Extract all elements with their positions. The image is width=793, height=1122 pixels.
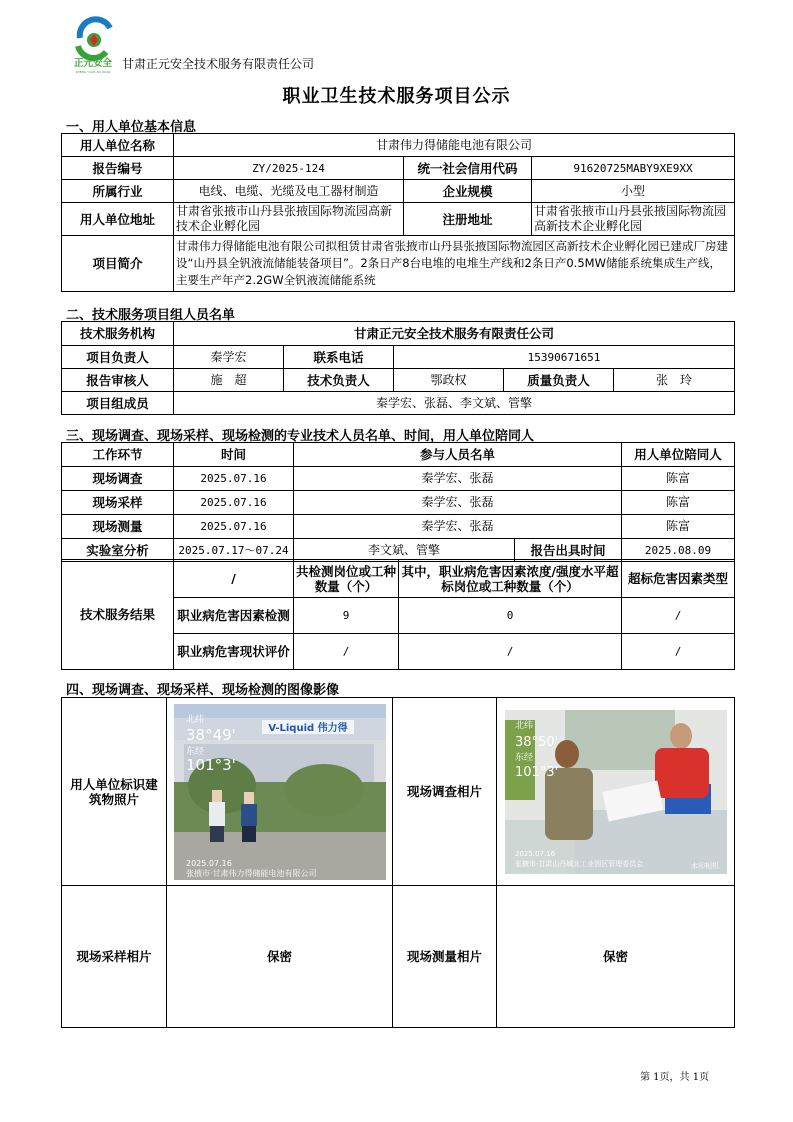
org-name: 甘肃正元安全技术服务有限责任公司 (174, 322, 735, 346)
reg-address: 甘肃省张掖市山丹县张掖国际物流园高新技术企业孵化园 (532, 203, 735, 236)
table-row (62, 467, 735, 491)
industry-label: 所属行业 (62, 180, 174, 203)
photo1-lon-label: 东经 (185, 746, 204, 757)
escort-cell: 陈富 (622, 467, 735, 491)
res-col1: 共检测岗位或工种数量（个） (294, 560, 399, 598)
quality-label: 质量负责人 (504, 369, 614, 392)
sampling-confidential: 保密 (167, 886, 393, 1028)
scale-label: 企业规模 (404, 180, 532, 203)
res-row1-exceed: 0 (399, 598, 622, 634)
photo1-date: 2025.07.16 (185, 858, 232, 868)
slash-cell: / (174, 560, 294, 598)
section2-heading: 二、技术服务项目组人员名单 (66, 308, 236, 323)
section1-heading: 一、用人单位基本信息 (66, 120, 197, 135)
company-logo (66, 12, 120, 74)
escort-cell: 陈富 (622, 515, 735, 539)
photo2-place: 张掖市·甘肃山丹城北工业园区管理委员会 (514, 859, 643, 868)
stage-cell: 现场调查 (62, 467, 174, 491)
stage-cell: 现场测量 (62, 515, 174, 539)
org-label: 技术服务机构 (62, 322, 174, 346)
result-label: 技术服务结果 (62, 560, 174, 670)
credit-code-label: 统一社会信用代码 (404, 157, 532, 180)
company-name-header: 甘肃正元安全技术服务有限责任公司 (122, 57, 315, 71)
time-cell: 2025.07.16 (174, 467, 294, 491)
res-col3: 超标危害因素类型 (622, 560, 735, 598)
people-cell: 秦学宏、张磊 (294, 467, 622, 491)
res-row1-type: / (622, 598, 735, 634)
tech-label: 技术负责人 (284, 369, 394, 392)
svg-text:ZHENG YUAN AN QUAN: ZHENG YUAN AN QUAN (75, 70, 111, 74)
table-row (62, 515, 735, 539)
res-row2-type: / (622, 634, 735, 670)
leader: 秦学宏 (174, 346, 284, 369)
report-no-label: 报告编号 (62, 157, 174, 180)
building-photo-label: 用人单位标识建筑物照片 (62, 698, 167, 886)
watermark-app: 水印相机 (690, 861, 719, 870)
res-col2: 其中，职业病危害因素浓度/强度水平超标岗位或工种数量（个） (399, 560, 622, 598)
phone: 15390671651 (394, 346, 735, 369)
photo2-lon: 101°3' (514, 764, 558, 780)
page-footer: 第 1页，共 1页 (640, 1072, 710, 1083)
col-escort: 用人单位陪同人 (622, 443, 735, 467)
lab-time: 2025.07.17～07.24 (174, 539, 294, 562)
photo2-lat: 38°50' (514, 734, 558, 750)
res-row2-count: / (294, 634, 399, 670)
photo2-lon-label: 东经 (514, 752, 533, 763)
quality-leader: 张 玲 (614, 369, 735, 392)
measure-photo-label: 现场测量相片 (393, 886, 497, 1028)
members: 秦学宏、张磊、李文斌、管擎 (174, 392, 735, 415)
report-date-label: 报告出具时间 (515, 539, 622, 562)
res-row1-count: 9 (294, 598, 399, 634)
time-cell: 2025.07.16 (174, 491, 294, 515)
people-cell: 秦学宏、张磊 (294, 515, 622, 539)
photos-table (61, 697, 735, 1028)
report-no: ZY/2025-124 (174, 157, 404, 180)
time-cell: 2025.07.16 (174, 515, 294, 539)
survey-photo (505, 710, 727, 874)
table-row (62, 491, 735, 515)
address-label: 用人单位地址 (62, 203, 174, 236)
phone-label: 联系电话 (284, 346, 394, 369)
col-people: 参与人员名单 (294, 443, 622, 467)
photo2-lat-label: 北纬 (514, 720, 533, 731)
unit-name-label: 用人单位名称 (62, 134, 174, 157)
page-title: 职业卫生技术服务项目公示 (282, 86, 511, 107)
section4-heading: 四、现场调查、现场采样、现场检测的图像影像 (66, 683, 340, 698)
members-label: 项目组成员 (62, 392, 174, 415)
team-table (61, 321, 735, 415)
scale: 小型 (532, 180, 735, 203)
photo2-date: 2025.07.16 (514, 849, 555, 858)
address: 甘肃省张掖市山丹县张掖国际物流园高新技术企业孵化园 (174, 203, 404, 236)
report-date: 2025.08.09 (622, 539, 735, 562)
unit-name: 甘肃伟力得储能电池有限公司 (174, 134, 735, 157)
credit-code: 91620725MABY9XE9XX (532, 157, 735, 180)
building-photo (174, 704, 386, 880)
building-sign: V-Liquid 伟力得 (267, 722, 348, 734)
measure-confidential: 保密 (497, 886, 735, 1028)
lab-people: 李文斌、管擎 (294, 539, 515, 562)
res-row2-label: 职业病危害现状评价 (174, 634, 294, 670)
unit-info-table (61, 133, 735, 292)
photo1-place: 张掖市·甘肃伟力得储能电池有限公司 (185, 868, 317, 878)
photo1-lon: 101°3' (185, 755, 236, 774)
stage-cell: 现场采样 (62, 491, 174, 515)
photo1-lat: 38°49' (185, 725, 236, 744)
project-intro: 甘肃伟力得储能电池有限公司拟租赁甘肃省张掖市山丹县张掖国际物流园区高新技术企业孵化园已建成厂房建设“山丹县全钒液流储能装备项目”。2条日产8台电堆的电堆生产线和2条日产0.5MW储能系统集成生产线，主要生产年产2.2GW全钒液流储能系统 (174, 236, 735, 292)
lab-label: 实验室分析 (62, 539, 174, 562)
result-table (61, 559, 735, 670)
intro-label: 项目简介 (62, 236, 174, 292)
logo-text: 正元安全 (73, 58, 113, 69)
col-time: 时间 (174, 443, 294, 467)
reviewer-label: 报告审核人 (62, 369, 174, 392)
fieldwork-table (61, 442, 735, 562)
leader-label: 项目负责人 (62, 346, 174, 369)
sampling-photo-label: 现场采样相片 (62, 886, 167, 1028)
escort-cell: 陈富 (622, 491, 735, 515)
reviewer: 施 超 (174, 369, 284, 392)
res-row1-label: 职业病危害因素检测 (174, 598, 294, 634)
survey-photo-label: 现场调查相片 (393, 698, 497, 886)
photo1-lat-label: 北纬 (185, 714, 204, 725)
section3-heading: 三、现场调查、现场采样、现场检测的专业技术人员名单、时间，用人单位陪同人 (66, 429, 535, 444)
industry: 电线、电缆、光缆及电工器材制造 (174, 180, 404, 203)
reg-address-label: 注册地址 (404, 203, 532, 236)
people-cell: 秦学宏、张磊 (294, 491, 622, 515)
res-row2-exceed: / (399, 634, 622, 670)
col-stage: 工作环节 (62, 443, 174, 467)
tech-leader: 鄂政权 (394, 369, 504, 392)
